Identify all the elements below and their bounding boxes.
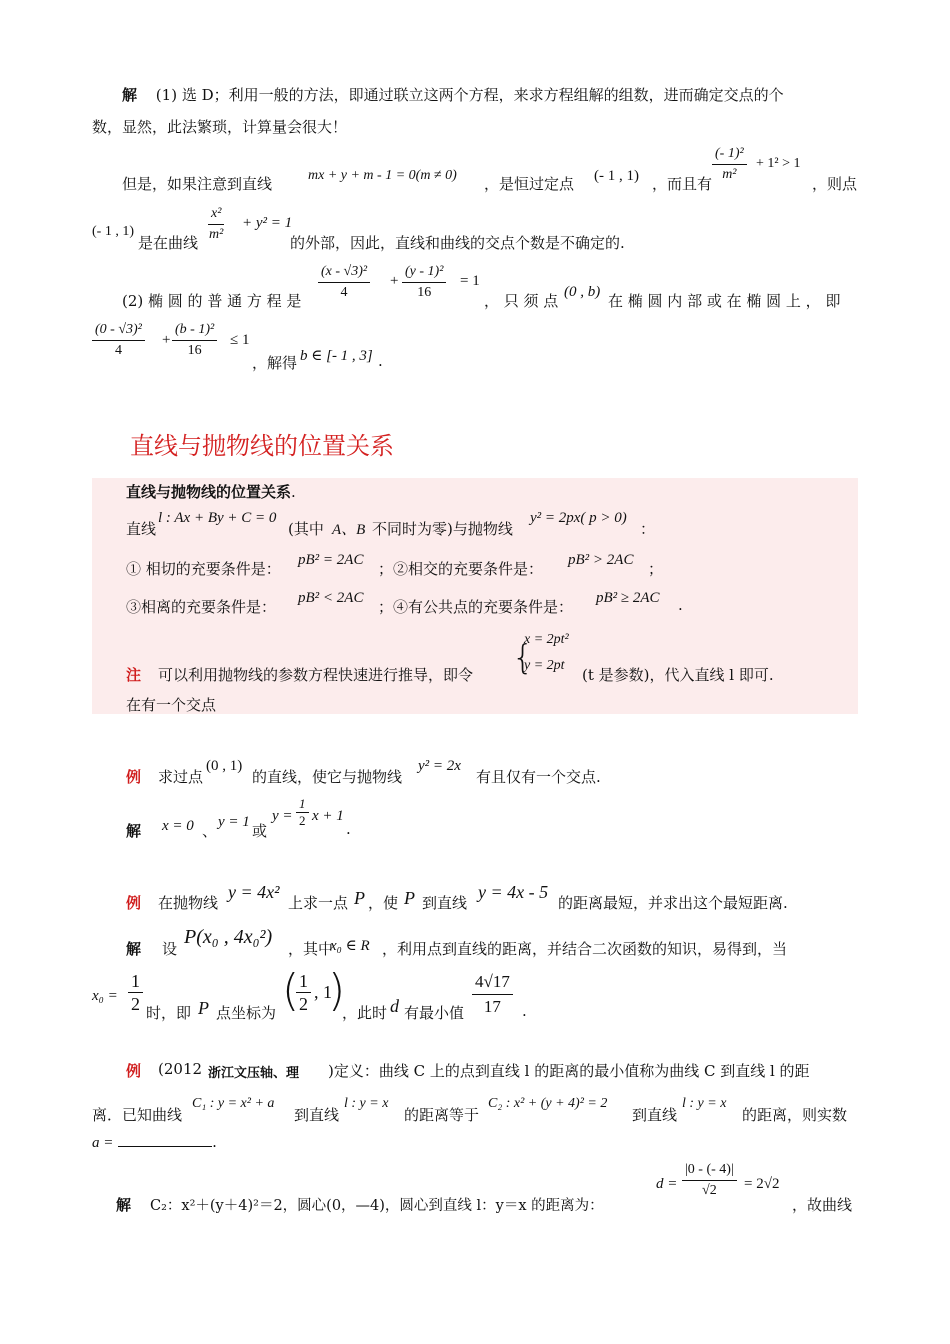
fraction: $\frac{\text{(b - 1)²}}{16}$ xyxy=(172,320,217,361)
fraction: $\frac{1}{2}$ xyxy=(296,796,309,829)
fraction: $\frac{\text{(- 1)²}}{\text{m²}}$ xyxy=(712,144,747,185)
example-label: 例 xyxy=(126,894,142,912)
box-heading: 直线与抛物线的位置关系. xyxy=(126,483,296,501)
example-label: 例 xyxy=(126,1062,142,1080)
fraction: $\frac{1}{2}$ xyxy=(296,970,311,1015)
answer-blank xyxy=(118,1132,212,1147)
fraction: $\frac{\text{x²}}{\text{m²}}$ xyxy=(209,206,224,242)
paren-icon: ( xyxy=(282,965,300,1016)
brace-icon: { xyxy=(512,638,534,678)
s1-line2: 数，显然，此法繁琐，计算量会很大！ xyxy=(92,118,348,136)
s1-line1: 解 (1) 选 D；利用一般的方法，即通过联立这两个方程，来求方程组解的组数，进而确定交点的个 xyxy=(122,86,784,104)
box-tail: 在有一个交点 xyxy=(126,696,217,714)
fraction: $\frac{|0 - (- 4)|}{√2}$ xyxy=(682,1160,737,1201)
paren-icon: ) xyxy=(328,965,346,1016)
solution-label: 解 xyxy=(122,86,138,104)
fraction: $\frac{4√17}{17}$ xyxy=(472,970,513,1019)
fraction: $\frac{\text{(x - √3)²}}{4}$ xyxy=(318,262,370,303)
solution-label: 解 xyxy=(126,822,142,840)
solution-label: 解 xyxy=(116,1196,132,1214)
fraction: $\frac{\text{(0 - √3)²}}{4}$ xyxy=(92,320,145,361)
fraction: $\frac{\text{(y - 1)²}}{16}$ xyxy=(402,262,446,303)
section-title: 直线与抛物线的位置关系 xyxy=(130,432,394,460)
example-3-line3: a = . xyxy=(92,1133,217,1151)
note-label: 注 xyxy=(126,666,142,684)
fraction: $\frac{1}{2}$ xyxy=(128,970,143,1015)
solution-label: 解 xyxy=(126,940,142,958)
example-label: 例 xyxy=(126,768,142,786)
